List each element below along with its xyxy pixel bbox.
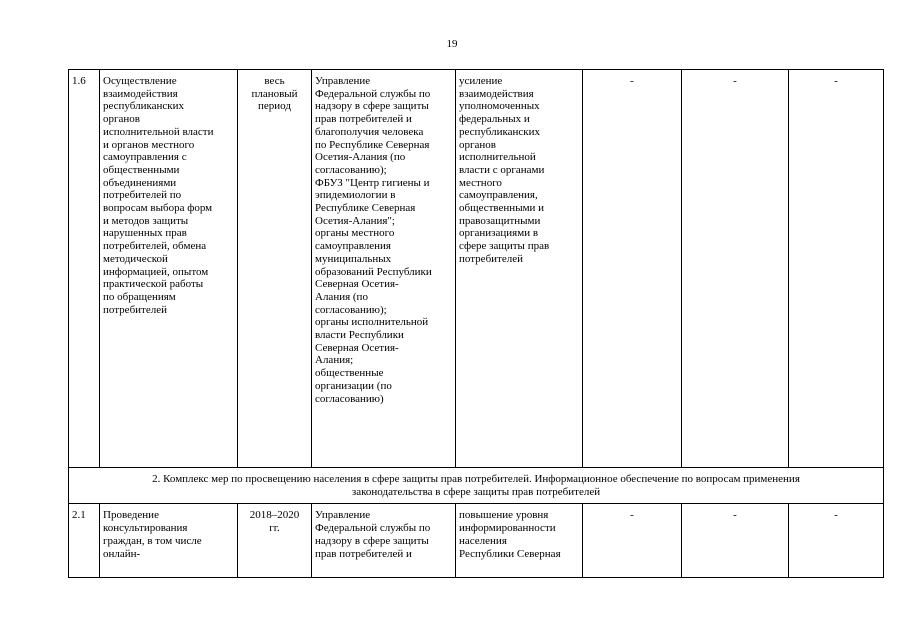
event-cell bbox=[100, 504, 238, 578]
text-line: согласованию) bbox=[315, 392, 384, 405]
text-line: сфере защиты прав bbox=[459, 240, 550, 253]
text-line: власти с органами bbox=[459, 163, 545, 176]
text-line: потребителей по bbox=[103, 189, 182, 202]
text-line: консультирования bbox=[103, 522, 188, 535]
text-line: прав потребителей и bbox=[315, 547, 412, 560]
text-line: муниципальных bbox=[315, 252, 392, 265]
plan-table bbox=[68, 69, 884, 578]
text-line: эпидемиологии в bbox=[315, 189, 396, 202]
text-line: Алания; bbox=[315, 354, 354, 367]
value-cell-5: - bbox=[583, 70, 682, 468]
value-cell-6: - bbox=[682, 70, 789, 468]
text-line: потребителей, обмена bbox=[103, 240, 207, 253]
text-line: онлайн- bbox=[103, 547, 141, 560]
text-line: образований Республики bbox=[315, 265, 432, 278]
text-line: повышение уровня bbox=[459, 509, 549, 522]
text-line: Осетия-Алания (по bbox=[315, 151, 406, 164]
period-cell bbox=[238, 70, 312, 468]
text-line: самоуправления bbox=[315, 240, 391, 253]
text-line: населения bbox=[459, 534, 507, 547]
table-row-2-1 bbox=[69, 504, 884, 578]
text-line: плановый bbox=[251, 87, 298, 100]
executors-cell bbox=[312, 504, 456, 578]
text-line: и органов местного bbox=[103, 138, 195, 151]
text-line: надзору в сфере защиты bbox=[315, 534, 429, 547]
text-line: и методов защиты bbox=[103, 214, 189, 227]
text-line: взаимодействия bbox=[459, 87, 534, 100]
text-line: органов bbox=[103, 113, 140, 126]
text-line: объединениями bbox=[103, 176, 177, 189]
text-line: уполномоченных bbox=[459, 100, 540, 113]
text-line: методической bbox=[103, 252, 168, 265]
executors-cell bbox=[312, 70, 456, 468]
text-line: Проведение bbox=[103, 509, 159, 522]
value-cell-6: - bbox=[682, 504, 789, 578]
text-line: потребителей bbox=[459, 252, 523, 265]
text-line: вопросам выбора форм bbox=[103, 202, 213, 215]
text-line: Федеральной службы по bbox=[315, 87, 431, 100]
text-line: Осетия-Алания"; bbox=[315, 214, 395, 227]
text-line: гг. bbox=[269, 522, 280, 535]
text-line: республиканских bbox=[103, 100, 185, 113]
result-cell bbox=[456, 504, 583, 578]
text-line: органы исполнительной bbox=[315, 316, 429, 329]
text-line: Осуществление bbox=[103, 75, 177, 87]
text-line: Федеральной службы по bbox=[315, 522, 431, 535]
text-line: законодательства в сфере защиты прав потребителей bbox=[351, 485, 601, 498]
text-line: надзору в сфере защиты bbox=[315, 100, 429, 113]
text-line: согласованию); bbox=[315, 303, 387, 316]
text-line: период bbox=[258, 100, 291, 113]
text-line: общественными bbox=[103, 163, 180, 176]
period-cell bbox=[238, 504, 312, 578]
text-line: прав потребителей и bbox=[315, 113, 412, 126]
text-line: Северная Осетия- bbox=[315, 278, 399, 291]
text-line: по Республике Северная bbox=[315, 138, 430, 151]
value-cell-7: - bbox=[789, 504, 884, 578]
text-line: самоуправления с bbox=[103, 151, 187, 164]
text-line: исполнительной власти bbox=[103, 125, 214, 138]
text-line: информированности bbox=[459, 522, 556, 535]
section-heading-row bbox=[69, 468, 884, 504]
row-number: 2.1 bbox=[69, 504, 100, 578]
text-line: федеральных и bbox=[459, 113, 530, 126]
text-line: общественные bbox=[315, 367, 384, 380]
text-line: власти Республики bbox=[315, 329, 404, 342]
text-line: Северная Осетия- bbox=[315, 341, 399, 354]
row-number: 1.6 bbox=[69, 70, 100, 468]
text-line: 2018–2020 bbox=[249, 509, 300, 522]
text-line: органов bbox=[459, 138, 496, 151]
text-line: Управление bbox=[315, 509, 371, 522]
text-line: республиканских bbox=[459, 125, 541, 138]
text-line: Управление bbox=[315, 75, 371, 87]
text-line: благополучия человека bbox=[315, 125, 424, 138]
table-row-1-6 bbox=[69, 70, 884, 468]
text-line: исполнительной bbox=[459, 151, 536, 164]
text-line: органы местного bbox=[315, 227, 395, 240]
text-line: общественными и bbox=[459, 202, 545, 215]
text-line: Республике Северная bbox=[315, 202, 416, 215]
event-cell bbox=[100, 70, 238, 468]
text-line: Алания (по bbox=[315, 290, 368, 303]
text-line: местного bbox=[459, 176, 502, 189]
text-line: самоуправления, bbox=[459, 189, 538, 202]
text-line: согласованию); bbox=[315, 163, 387, 176]
text-line: по обращениям bbox=[103, 290, 176, 303]
text-line: усиление bbox=[459, 75, 503, 87]
text-line: практической работы bbox=[103, 278, 204, 291]
text-line: правозащитными bbox=[459, 214, 541, 227]
result-cell bbox=[456, 70, 583, 468]
text-line: организации (по bbox=[315, 379, 392, 392]
text-line: граждан, в том числе bbox=[103, 534, 202, 547]
text-line: информацией, опытом bbox=[103, 265, 209, 278]
text-line: взаимодействия bbox=[103, 87, 178, 100]
text-line: ФБУЗ "Центр гигиены и bbox=[315, 176, 430, 189]
text-line: весь bbox=[264, 75, 285, 87]
text-line: организациями в bbox=[459, 227, 539, 240]
value-cell-5: - bbox=[583, 504, 682, 578]
value-cell-7: - bbox=[789, 70, 884, 468]
page-number: 19 bbox=[446, 38, 458, 50]
text-line: нарушенных прав bbox=[103, 227, 187, 240]
text-line: 2. Комплекс мер по просвещению населения в сфере защиты прав потребителей. Информационное обеспечение по вопросам применения bbox=[152, 473, 800, 485]
text-line: Республики Северная bbox=[459, 547, 561, 560]
section-heading bbox=[69, 468, 884, 504]
text-line: потребителей bbox=[103, 303, 167, 316]
